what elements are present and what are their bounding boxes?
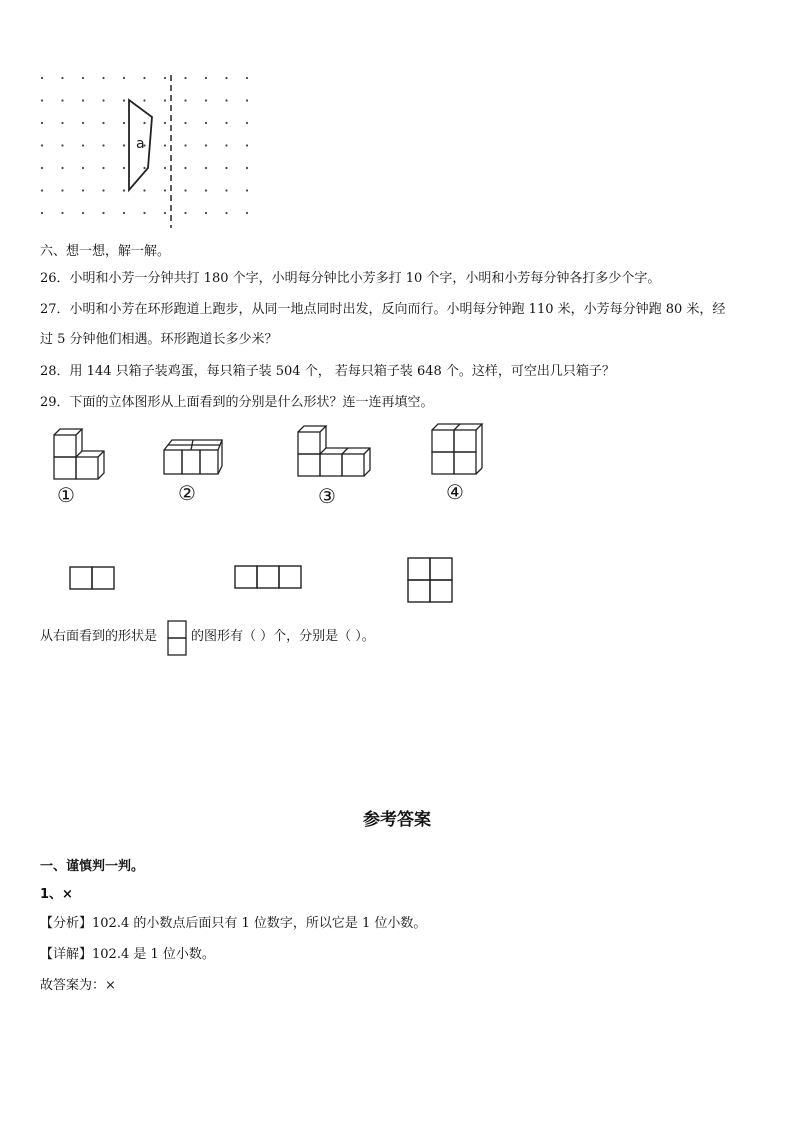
- grid-dot: [184, 122, 186, 124]
- answer-detail: 【详解】102.4 是 1 位小数。: [40, 947, 215, 962]
- grid-dot: [123, 189, 125, 191]
- grid-dot: [123, 77, 125, 79]
- grid-dot: [102, 212, 104, 214]
- grid-dot: [143, 167, 145, 169]
- answer-item-1: 1、×: [40, 887, 73, 902]
- grid-dot: [205, 144, 207, 146]
- grid-dot: [205, 122, 207, 124]
- grid-dot: [123, 167, 125, 169]
- grid-dot: [41, 212, 43, 214]
- grid-dot: [184, 167, 186, 169]
- figure-label-3: ③: [318, 484, 336, 508]
- grid-dot: [123, 144, 125, 146]
- grid-dot: [225, 144, 227, 146]
- grid-dot: [164, 77, 166, 79]
- grid-dot: [143, 122, 145, 124]
- grid-dot: [205, 189, 207, 191]
- top-view-four-squares: [407, 557, 455, 605]
- grid-dot: [102, 77, 104, 79]
- grid-dot: [61, 167, 63, 169]
- dot-grid-figure: [36, 70, 266, 230]
- grid-dot: [225, 122, 227, 124]
- grid-dot: [102, 167, 104, 169]
- grid-dot: [102, 122, 104, 124]
- solid-figure-1: [50, 425, 110, 485]
- grid-dot: [41, 99, 43, 101]
- answer-analysis: 【分析】102.4 的小数点后面只有 1 位数字，所以它是 1 位小数。: [40, 916, 427, 931]
- grid-dot: [41, 144, 43, 146]
- grid-dot: [61, 189, 63, 191]
- grid-dot: [61, 122, 63, 124]
- grid-dot: [164, 144, 166, 146]
- inline-vertical-two-squares: [166, 620, 188, 658]
- grid-dot: [225, 212, 227, 214]
- grid-dot: [246, 167, 248, 169]
- grid-dot: [225, 99, 227, 101]
- fill-in-prompt-start: 从右面看到的形状是: [40, 629, 158, 644]
- solid-figure-4: [428, 420, 490, 480]
- grid-dot: [184, 99, 186, 101]
- answer-conclusion: 故答案为：×: [40, 978, 116, 993]
- question-26: 26．小明和小芳一分钟共打 180 个字，小明每分钟比小芳多打 10 个字，小明和小芳每分钟各打多少个字。: [40, 271, 661, 286]
- grid-dot: [61, 77, 63, 79]
- grid-dot: [82, 122, 84, 124]
- top-view-three-squares: [234, 565, 304, 591]
- question-28: 28．用 144 只箱子装鸡蛋，每只箱子装 504 个， 若每只箱子装 648 个。这样，可空出几只箱子？: [40, 364, 615, 379]
- grid-dot: [184, 189, 186, 191]
- grid-dot: [246, 144, 248, 146]
- grid-dot: [82, 144, 84, 146]
- grid-dot: [246, 189, 248, 191]
- solid-figure-3: [294, 422, 374, 482]
- grid-dot: [225, 189, 227, 191]
- grid-dot: [205, 77, 207, 79]
- grid-dot: [123, 212, 125, 214]
- grid-dot: [82, 189, 84, 191]
- grid-dot: [61, 99, 63, 101]
- fill-in-prompt-end: 的图形有（ ）个，分别是（ ）。: [191, 629, 375, 644]
- grid-dot: [246, 122, 248, 124]
- grid-dot: [246, 77, 248, 79]
- figure-label-2: ②: [178, 481, 196, 505]
- grid-dot: [82, 167, 84, 169]
- grid-dot: [102, 144, 104, 146]
- grid-dot: [225, 167, 227, 169]
- grid-dot: [205, 167, 207, 169]
- grid-dot: [164, 167, 166, 169]
- grid-dot: [205, 212, 207, 214]
- grid-dot: [61, 212, 63, 214]
- grid-dot: [41, 77, 43, 79]
- grid-dot: [41, 167, 43, 169]
- grid-dot: [143, 212, 145, 214]
- grid-dot: [123, 99, 125, 101]
- grid-dot: [41, 189, 43, 191]
- grid-dot: [184, 77, 186, 79]
- grid-dot: [164, 122, 166, 124]
- section-heading-6: 六、想一想，解一解。: [40, 244, 171, 259]
- figure-label-1: ①: [57, 483, 75, 507]
- grid-dot: [205, 99, 207, 101]
- answers-section-1-heading: 一、谨慎判一判。: [40, 859, 145, 874]
- grid-dot: [41, 122, 43, 124]
- grid-dot: [164, 189, 166, 191]
- grid-dot: [82, 77, 84, 79]
- answers-title: 参考答案: [363, 810, 431, 830]
- top-view-two-squares: [69, 566, 117, 592]
- grid-dot: [246, 99, 248, 101]
- grid-dot: [143, 99, 145, 101]
- question-29: 29．下面的立体图形从上面看到的分别是什么形状？连一连再填空。: [40, 395, 434, 410]
- shape-label-a: a: [136, 136, 145, 152]
- grid-dot: [82, 99, 84, 101]
- grid-dot: [102, 189, 104, 191]
- grid-dot: [123, 122, 125, 124]
- grid-dot: [164, 212, 166, 214]
- grid-dot: [225, 77, 227, 79]
- grid-dot: [61, 144, 63, 146]
- grid-dot: [143, 77, 145, 79]
- grid-dot: [164, 99, 166, 101]
- question-27-line-2: 过 5 分钟他们相遇。环形跑道长多少米？: [40, 332, 278, 347]
- grid-dot: [102, 99, 104, 101]
- solid-figure-2: [160, 434, 226, 482]
- grid-dot: [143, 189, 145, 191]
- grid-dot: [184, 212, 186, 214]
- figure-label-4: ④: [446, 480, 464, 504]
- grid-dot: [246, 212, 248, 214]
- grid-dot: [82, 212, 84, 214]
- question-27-line-1: 27．小明和小芳在环形跑道上跑步，从同一地点同时出发，反向而行。小明每分钟跑 110 米，小芳每分钟跑 80 米，经: [40, 302, 726, 317]
- grid-dot: [184, 144, 186, 146]
